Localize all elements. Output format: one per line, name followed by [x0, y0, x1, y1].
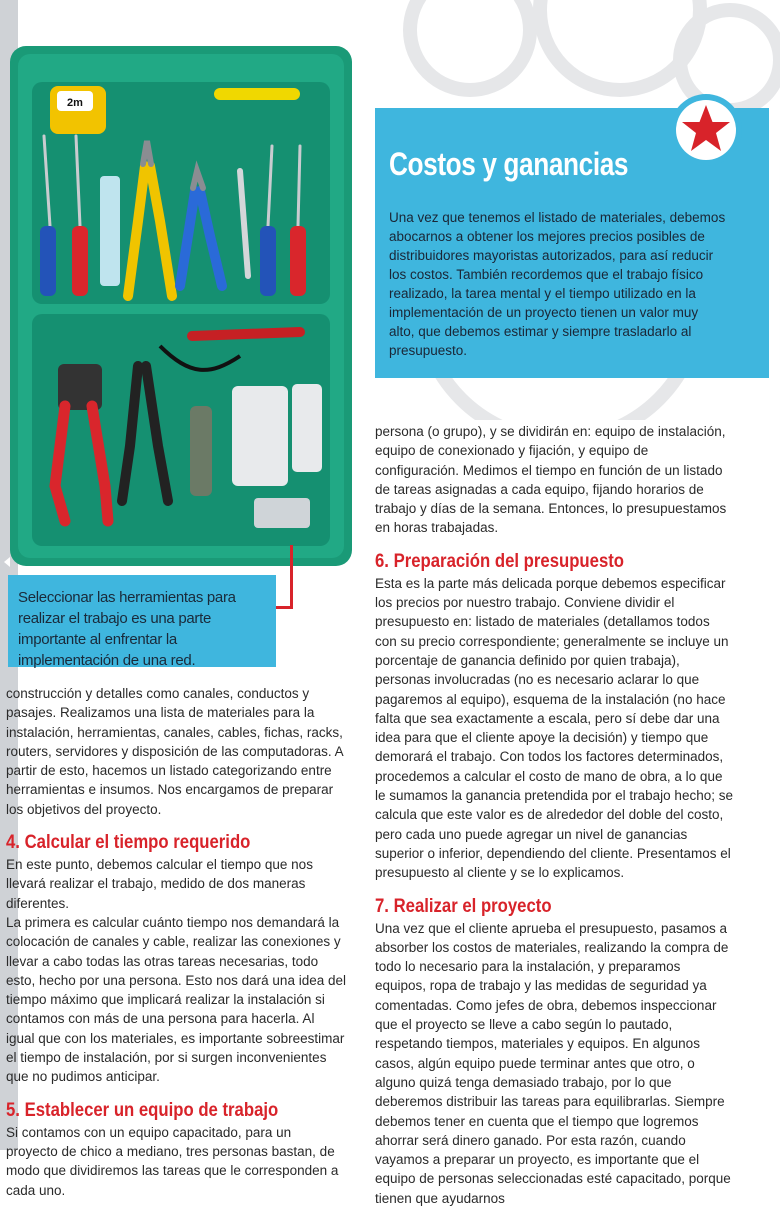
section-5-heading: 5. Establecer un equipo de trabajo	[6, 1099, 279, 1121]
section-4-paragraph-2: La primera es calcular cuánto tiempo nos demandará la colocación de canales y cable, realizar las conexiones y llevar a cabo todas las otras tareas necesarias, todo esto, hecho por una persona. Esto nos dará una idea del tiempo máximo que implicará realizar la instalación si contamos con más de una persona para hacerla. Al igual que con los materiales, es importante sobreestimar el tiempo de instalación, por si surgen inconvenientes que no pudimos anticipar.	[6, 914, 346, 1085]
tape-measure-icon	[50, 86, 106, 134]
tape-label: 2m	[67, 97, 83, 109]
sidebar-body: Una vez que tenemos el listado de materiales, debemos abocarnos a obtener los mejores precios posibles de distribuidores mayoristas autorizados, para así reducir los costos. También recordemos que el trabajo físico realizado, la tarea mental y el tiempo utilizado en la implementación de un proyecto tienen un valor muy alto, que debemos estimar y siempre trasladarlo al presupuesto.	[389, 210, 726, 358]
section-5-paragraph-1: Si contamos con un equipo capacitado, para un proyecto de chico a mediano, tres personas bastan, de modo que dividiremos las tareas que le corresponden a cada uno.	[6, 1124, 339, 1198]
intro-paragraph: construcción y detalles como canales, conductos y pasajes. Realizamos una lista de materiales para la instalación, herramientas, canales, cables, fichas, racks, routers, servidores y disposición de las computadoras. A partir de esto, hacemos un listado categorizando entre herramientas e insumos. Nos encargamos de preparar los objetivos del proyecto.	[6, 686, 343, 817]
section-4-heading: 4. Calcular el tiempo requerido	[6, 832, 251, 854]
section-4-paragraph-1: En este punto, debemos calcular el tiempo que nos llevará realizar el trabajo, medido de dos maneras diferentes.	[6, 857, 313, 911]
section-6-heading: 6. Preparación del presupuesto	[375, 550, 625, 572]
toolkit-photo	[10, 46, 352, 566]
right-column	[375, 422, 735, 1208]
sidebar-title: Costos y ganancias	[389, 146, 629, 182]
star-icon	[668, 92, 744, 168]
section-7-paragraph-1: Una vez que el cliente aprueba el presupuesto, pasamos a absorber los costos de materiales, realizando la compra de todo lo necesario para la instalación, y preparamos equipos, ropa de trabajo y las medidas de seguridad ya comentadas. Como jefes de obra, debemos inspeccionar que el proyecto se lleve a cabo según lo pautado, respetando tiempos, materiales y equipos. En algunos casos, algún equipo puede terminar antes que otro, o alguno quizá tenga demasiado trabajo, por lo que deberemos distribuir las tareas para equilibrarlas. Siempre debemos tener en cuenta que el tiempo que logremos ahorrar será dinero ganado. Por esta razón, cuando vayamos a preparar un proyecto, es importante que el equipo de personas seleccionadas esté capacitado, porque tienen que ayudarnos	[375, 920, 731, 1206]
section-7-heading: 7. Realizar el proyecto	[375, 895, 552, 917]
connector-line	[276, 606, 293, 609]
left-column	[6, 684, 346, 1200]
continuation-paragraph: persona (o grupo), y se dividirán en: equipo de instalación, equipo de conexionado y fijación, y equipo de configuración. Medimos el tiempo en función de un listado de tareas asignadas a cada equipo, fijando horarios de trabajo y días de la semana. Entonces, lo presupuestamos en horas trabajadas.	[375, 424, 727, 536]
section-6-paragraph-1: Esta es la parte más delicada porque debemos especificar los precios por nuestro trabajo. Conviene dividir el presupuesto en: listado de materiales (detallamos todos con su precio correspondiente; generalmente se incluye un porcentaje de ganancia definido por quien trabaja), personas involucradas (no es necesario aclarar lo que pagaremos al equipo), esquema de la instalación (no hace falta que sea exactamente a escala, pero sí debe dar una idea para que el cliente apoye la decisión) y tiempo que demorará el trabajo. Con todos los factores determinados, procedemos a calcular el costo de mano de obra, a lo que le sumamos la ganancia pretendida por el trabajo hecho; se calcula que este valor es de alrededor del doble del costo, pero cada uno puede agregar un nivel de ganancias superior o inferior, dependiendo del cliente. Presentamos el presupuesto al cliente y se lo explicamos.	[375, 575, 733, 881]
connector-line	[290, 545, 293, 609]
photo-caption-box	[8, 575, 276, 667]
photo-caption: Seleccionar las herramientas para realizar el trabajo es una parte importante al enfrentar la implementación de una red.	[18, 589, 236, 669]
